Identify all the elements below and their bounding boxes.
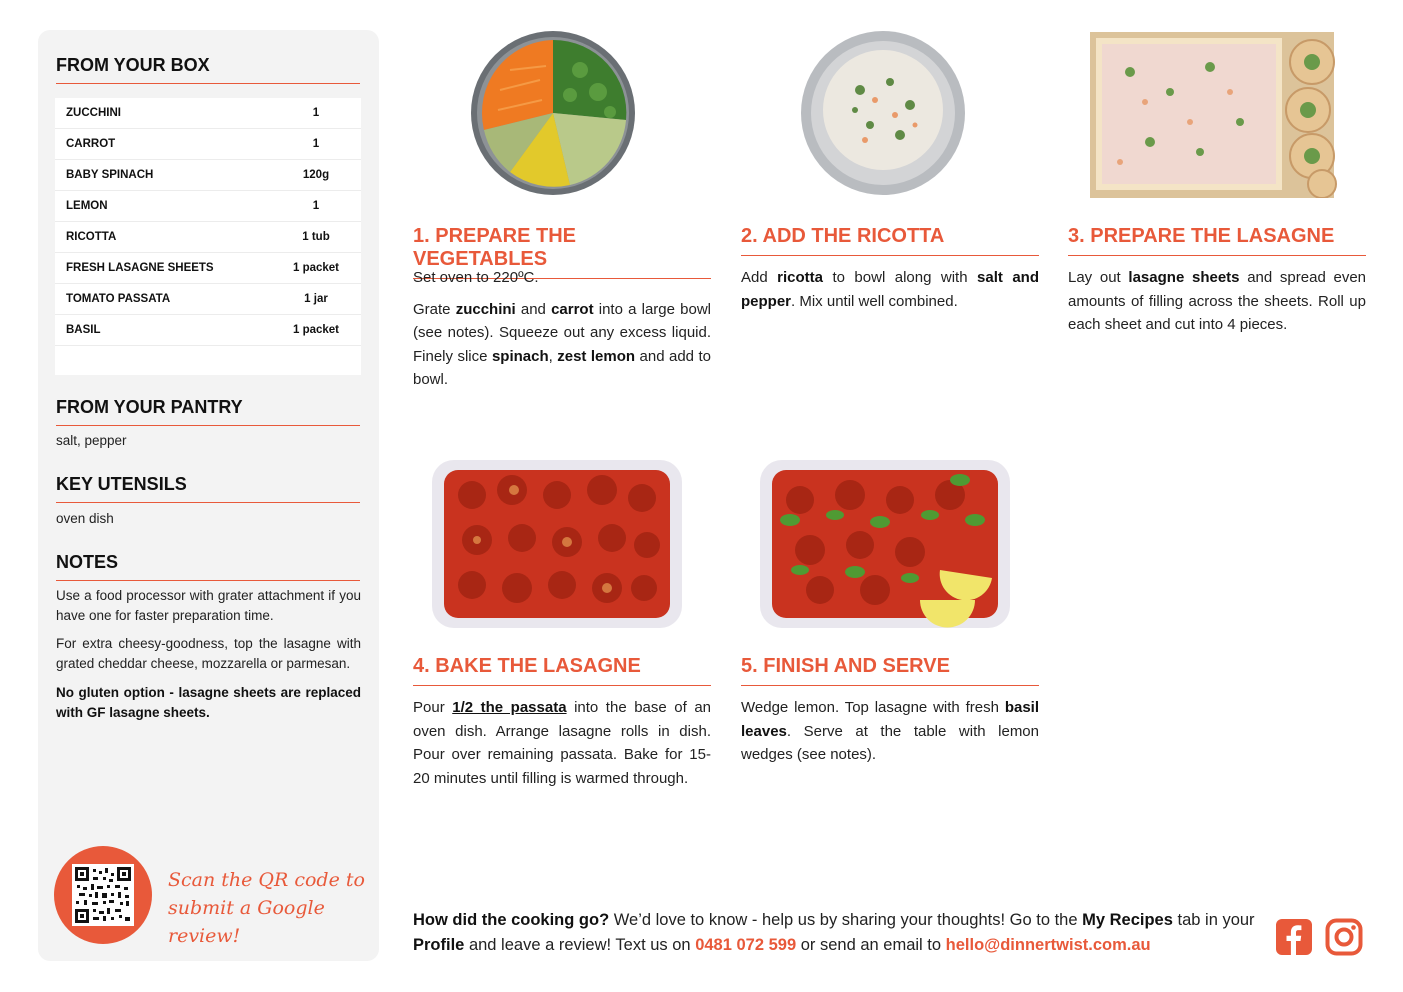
step-2-photo [800,30,966,196]
step-5-body [741,696,1039,775]
step-3-photo [1090,32,1342,198]
ingredient-name: BASIL [66,324,101,336]
facebook-icon[interactable] [1275,918,1313,956]
step-1-photo [470,30,636,196]
qr-code-badge[interactable] [54,846,152,944]
feedback-question: How did the cooking go? [413,911,610,929]
step-4-photo [432,460,682,628]
qr-code [72,864,134,926]
ingredient-qty: 1 packet [292,324,340,336]
step-4-body [413,696,711,798]
ingredient-name: FRESH LASAGNE SHEETS [66,262,214,274]
table-row [55,315,361,346]
step-5-para-1: Wedge lemon. Top lasagne with fresh basil leaves. Serve at the table with lemon wedges (see notes). [741,699,1039,763]
ingredient-qty: 1 [312,107,320,119]
ingredient-qty: 1 [312,138,320,150]
table-row [55,129,361,160]
step-1-para-2: Grate zucchini and carrot into a large bowl (see notes). Squeeze out any excess liquid. Finely slice spinach, zest lemon and add to bowl. [413,300,711,388]
step-4-para-1: Pour 1/2 the passata into the base of an oven dish. Arrange lasagne rolls in dish. Pour over remaining passata. Bake for 15-20 minutes until filling is warmed through. [413,699,711,787]
table-row [55,191,361,222]
ingredient-name: RICOTTA [66,231,117,243]
table-row [55,98,361,129]
step-3-para-1: Lay out lasagne sheets and spread even amounts of filling across the sheets. Roll up each sheet and cut into 4 pieces. [1068,269,1367,333]
phone-number-link[interactable]: 0481 072 599 [695,936,797,954]
qr-text-line-1: Scan the QR code to [168,869,365,891]
table-row [55,160,361,191]
pantry-text: salt, pepper [56,433,127,448]
qr-review-prompt [168,866,368,950]
ingredient-name: TOMATO PASSATA [66,293,171,305]
ingredient-qty: 120g [302,169,330,181]
note-3: No gluten option - lasagne sheets are replaced with GF lasagne sheets. [56,685,361,720]
email-link[interactable]: hello@dinnertwist.com.au [945,936,1151,954]
note-1: Use a food processor with grater attachment if you have one for faster preparation time. [56,588,361,623]
ingredient-qty: 1 tub [302,231,330,243]
ingredient-qty: 1 [312,200,320,212]
key-utensils-title: KEY UTENSILS [56,474,360,503]
note-2: For extra cheesy-goodness, top the lasagne with grated cheddar cheese, mozzarella or parmesan. [56,636,361,671]
qr-text-line-2: submit a Google review! [168,897,325,947]
ingredients-table [55,98,361,375]
utensils-text: oven dish [56,511,114,526]
step-2-title: 2. ADD THE RICOTTA [741,225,1039,256]
profile-label: Profile [413,936,465,954]
step-5-photo [760,460,1010,628]
table-row [55,284,361,315]
ingredient-name: BABY SPINACH [66,169,154,181]
step-5-title: 5. FINISH AND SERVE [741,655,1039,686]
table-row [55,253,361,284]
from-your-pantry-title: FROM YOUR PANTRY [56,397,360,426]
from-your-box-title: FROM YOUR BOX [56,55,360,84]
ingredient-name: CARROT [66,138,116,150]
step-3-title: 3. PREPARE THE LASAGNE [1068,225,1366,256]
step-3-body [1068,266,1366,345]
step-2-body [741,266,1039,321]
step-1-body [413,266,711,400]
my-recipes-label: My Recipes [1082,911,1173,929]
ingredient-name: LEMON [66,200,108,212]
step-1-title: 1. PREPARE THE VEGETABLES [413,225,711,279]
step-4-title: 4. BAKE THE LASAGNE [413,655,711,686]
notes-title: NOTES [56,552,360,581]
step-1-para-1: Set oven to 220ºC. [413,269,539,286]
table-row [55,222,361,253]
ingredient-qty: 1 jar [304,293,328,305]
instagram-icon[interactable] [1325,918,1363,956]
ingredient-qty: 1 packet [292,262,340,274]
step-2-para-1: Add ricotta to bowl along with salt and pepper. Mix until well combined. [741,269,1040,310]
ingredient-name: ZUCCHINI [66,107,121,119]
ingredients-sidebar [38,30,379,961]
feedback-footer: How did the cooking go? We’d love to know - help us by sharing your thoughts! Go to the My Recipes tab in your Profile and leave a review! Text us on 0481 072 599 or send an email to hello@dinnertwist.com.au [413,911,1255,954]
